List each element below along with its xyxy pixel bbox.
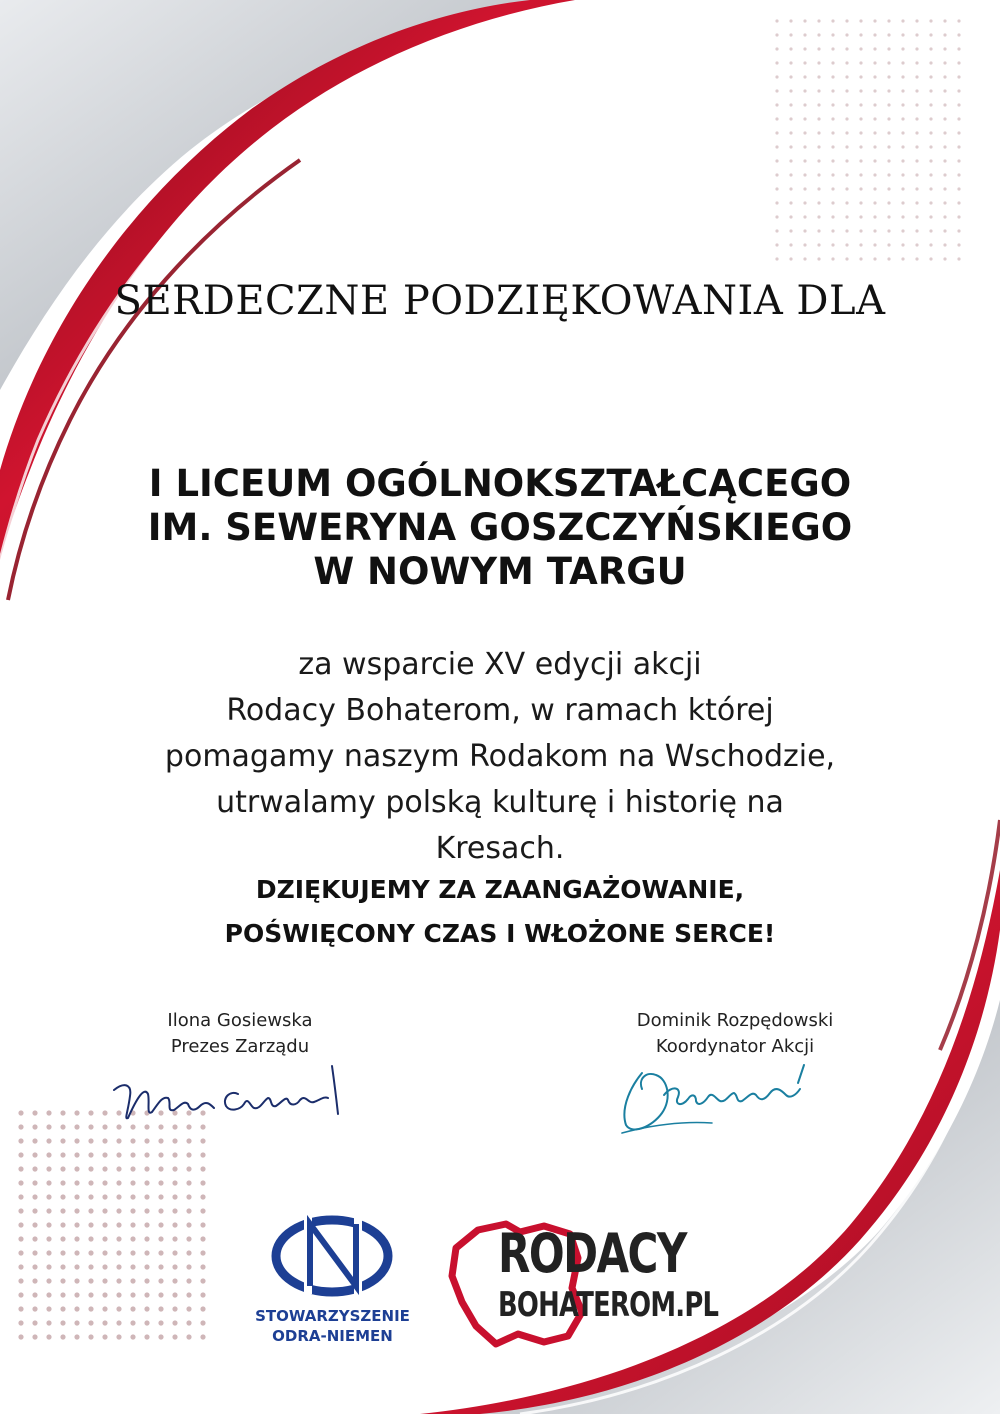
certificate-body	[80, 642, 920, 872]
recipient-line: IM. SEWERYNA GOSZCZYŃSKIEGO	[147, 506, 853, 549]
recipient-line: W NOWYM TARGU	[313, 550, 687, 593]
rodacy-wordmark: RODACY	[498, 1222, 686, 1285]
recipient-name	[50, 462, 950, 594]
on-monogram-logo-icon	[270, 1212, 395, 1297]
dot-pattern-top-right	[770, 15, 970, 265]
recipient-line: I LICEUM OGÓLNOKSZTAŁCĄCEGO	[148, 462, 852, 505]
signature-right	[612, 1055, 812, 1140]
signatory-left	[110, 1008, 370, 1060]
body-line: Kresach.	[435, 831, 565, 866]
thanks-message	[60, 868, 940, 956]
body-line: utrwalamy polską kulturę i historię na	[216, 785, 784, 820]
thanks-line: POŚWIĘCONY CZAS I WŁOŻONE SERCE!	[224, 919, 776, 948]
body-line: Rodacy Bohaterom, w ramach której	[226, 693, 774, 728]
signature-left	[110, 1060, 350, 1135]
signatory-role: Koordynator Akcji	[655, 1036, 815, 1057]
body-line: za wsparcie XV edycji akcji	[298, 647, 702, 682]
signatory-role: Prezes Zarządu	[170, 1036, 310, 1057]
certificate-heading: SERDECZNE PODZIĘKOWANIA DLA	[114, 278, 886, 324]
rodacy-bohaterom-logo	[448, 1218, 738, 1353]
odra-niemen-line2: ODRA-NIEMEN	[272, 1327, 393, 1345]
bohaterom-wordmark: BOHATEROM.PL	[498, 1285, 719, 1325]
odra-niemen-line1: STOWARZYSZENIE	[255, 1307, 410, 1325]
body-line: pomagamy naszym Rodakom na Wschodzie,	[164, 739, 836, 774]
dot-pattern-left	[18, 1110, 208, 1340]
thanks-line: DZIĘKUJEMY ZA ZAANGAŻOWANIE,	[255, 875, 745, 904]
signatory-right	[590, 1008, 880, 1060]
odra-niemen-logo	[250, 1212, 415, 1352]
signatory-name: Dominik Rozpędowski	[636, 1010, 834, 1031]
signatory-name: Ilona Gosiewska	[167, 1010, 313, 1031]
